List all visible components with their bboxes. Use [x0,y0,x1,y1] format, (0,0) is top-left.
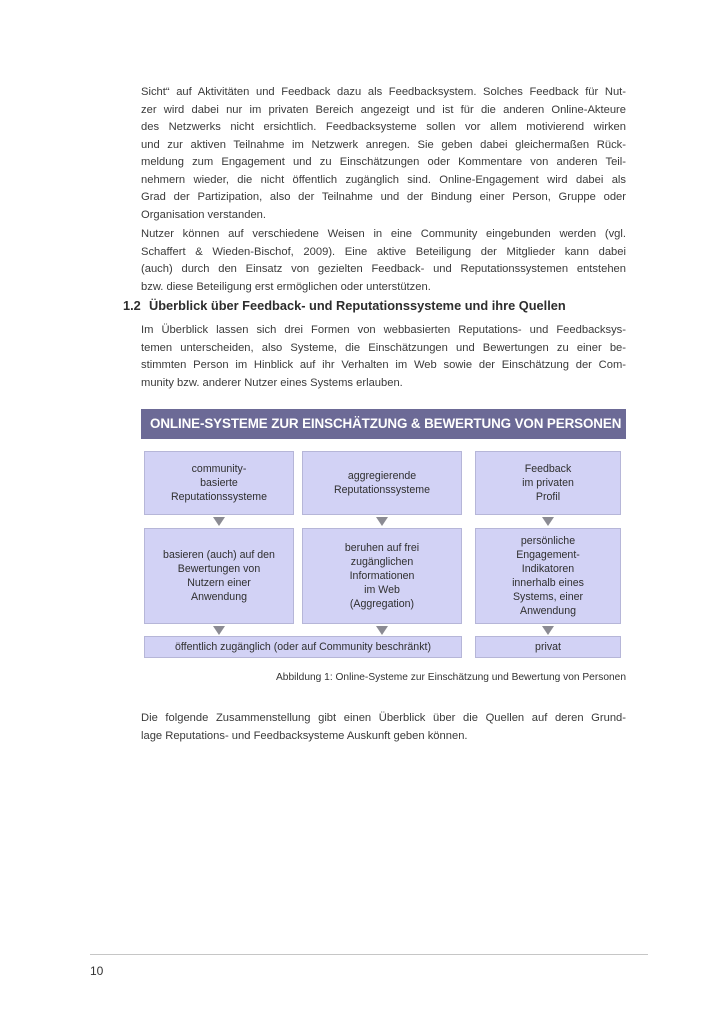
text-line: des Netzwerks nicht ersichtlich. Feedbacksysteme sollen vor allem motivierend wirken [141,121,626,133]
footer-divider [90,954,648,955]
box-text: innerhalb eines [512,577,584,589]
box-text: im Web [364,584,400,596]
text-line: bzw. diese Beteiligung erst ermöglichen oder unterstützen. [141,280,431,293]
text-line: Sicht“ auf Aktivitäten und Feedback dazu als Feedbacksystem. Solches Feedback für Nut- [141,86,626,98]
figure-title-band [141,409,626,439]
box-text: Informationen [349,570,415,582]
text-line: und zur aktiven Teilnahme im Netzwerk anregen. Sie geben dabei gleichermaßen Rück- [141,138,626,151]
box-text: Anwendung [520,605,576,617]
box-public-access [144,636,462,658]
box-text: im privaten [522,477,574,489]
box-text: Indikatoren [521,563,575,575]
section-number: 1.2 [123,298,141,313]
box-text: community- [191,463,247,475]
text-line: Im Überblick lassen sich drei Formen von webbasierten Reputations- und Feedbacksys- [141,324,626,336]
figure-diagram [141,409,626,661]
arrow-down-icon [542,626,554,635]
text-line: lage Reputations- und Feedbacksysteme Auskunft geben können. [141,729,468,742]
box-text: Systems, einer [512,591,584,603]
box-text: Engagement- [516,549,580,561]
figure-caption: Abbildung 1: Online-Systeme zur Einschätzung und Bewertung von Personen [276,672,626,683]
arrow-down-icon [542,517,554,526]
arrow-down-icon [213,517,225,526]
box-text: Anwendung [191,591,247,603]
box-user-ratings [144,528,294,624]
body-paragraph-1 [141,84,626,224]
box-text: beruhen auf frei [344,542,420,554]
box-text: (Aggregation) [349,598,415,610]
section-heading [123,298,643,313]
box-text: basieren (auch) auf den [163,549,275,561]
box-private [475,636,621,658]
text-line: temen unterscheiden, also Systeme, die Einschätzungen und Bewertungen zu einer be- [141,341,626,354]
arrow-down-icon [376,517,388,526]
text-line: stimmten Person im Hinblick auf ihr Verhalten im Web sowie der Einschätzung der Com- [141,359,626,371]
box-text: persönliche [520,535,576,547]
text-line: nehmern wieder, die nicht öffentlich zugänglich sind. Online-Engagement wird dabei als [141,173,626,186]
text-line: Schaffert & Wieden-Bischof, 2009). Eine aktive Beteiligung der Mitglieder kann dabei [141,245,626,258]
text-line: meldung zum Engagement und zu Einschätzungen oder Kommentare von anderen Teil- [141,156,626,168]
text-line: munity bzw. anderer Nutzer eines Systems erlauben. [141,376,403,389]
box-text: Reputationssysteme [171,491,267,503]
closing-paragraph [141,710,626,745]
section-title: Überblick über Feedback- und Reputationssysteme und ihre Quellen [149,298,566,313]
text-line: Grad der Partizipation, also der Teilnahme und der Bindung einer Person, Gruppe oder [141,191,626,203]
text-line: (auch) durch den Einsatz von gezielten Feedback- und Reputationssystemen entstehen [141,263,626,275]
box-community-reputation [144,451,294,515]
arrow-down-icon [213,626,225,635]
box-text: Feedback [524,463,572,475]
box-text: Nutzern einer [187,577,251,589]
text-line: Die folgende Zusammenstellung gibt einen Überblick über die Quellen auf deren Grund- [141,712,626,724]
text-line: Organisation verstanden. [141,208,267,221]
section-paragraph [141,322,626,392]
box-text: basierte [200,477,238,489]
box-text: privat [535,641,561,653]
box-aggregating-reputation [302,451,462,515]
text-line: zer wird dabei nur im privaten Bereich angezeigt und ist für die anderen Online-Akteure [141,103,626,116]
box-engagement-indicators [475,528,621,624]
box-text: zugänglichen [350,556,414,568]
box-text: Bewertungen von [177,563,261,575]
body-paragraph-2 [141,226,626,296]
arrow-down-icon [376,626,388,635]
box-text: Reputationssysteme [334,484,430,496]
box-free-information [302,528,462,624]
box-text: öffentlich zugänglich (oder auf Community beschränkt) [175,641,431,653]
box-private-feedback [475,451,621,515]
text-line: Nutzer können auf verschiedene Weisen in eine Community eingebunden werden (vgl. [141,228,626,240]
page-number: 10 [90,964,104,978]
box-text: Profil [535,491,561,503]
box-text: aggregierende [347,470,417,482]
figure-title: ONLINE-SYSTEME ZUR EINSCHÄTZUNG & BEWERTUNG VON PERSONEN [150,416,622,431]
